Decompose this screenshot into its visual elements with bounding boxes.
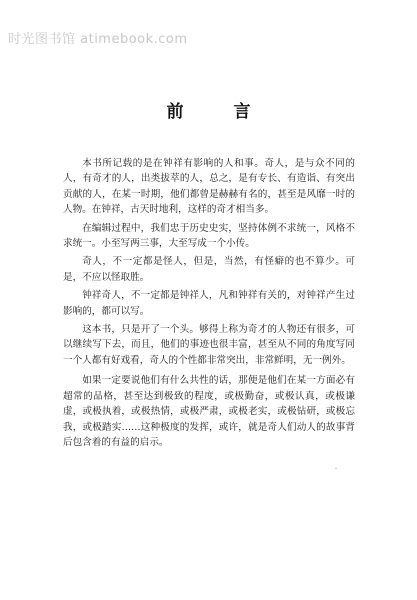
paragraph-6: 如果一定要说他们有什么共性的话，那便是他们在某一方面必有超常的品格，甚至达到极致的程度，或极勤奋，或极认真，或极谦虚，或极执着，或极热情，或极严肃，或极老实，或极钻研，或极忘我，或极踏实……这种极度的发挥，或许，就是奇人们动人的故事背后包含着的有益的启示。 — [63, 375, 355, 448]
paragraph-1: 本书所记载的是在钟祥有影响的人和事。奇人，是与众不同的人，有奇才的人，出类拔萃的人，总之，是有专长、有造诣、有突出贡献的人，在某一时期，他们都曾是赫赫有名的，甚至是风靡一时的人物。在钟祥，古天时地利，这样的奇才相当多。 — [63, 158, 355, 216]
page-title: 前 言 — [166, 102, 273, 122]
paragraph-5: 这本书，只是开了一个头。够得上称为奇才的人物还有很多，可以继续写下去，而且，他们的事迹也很丰富，甚至从不同的角度写同一个人都有好戏看，奇人的个性都非常突出，非常鲜明，无一例外。 — [63, 324, 355, 366]
paragraph-2: 在编辑过程中，我们忠于历史史实，坚持体例不求统一，风格不求统一。小至写两三事，大至写成一个小传。 — [63, 222, 355, 250]
paragraph-3: 奇人，不一定都是怪人，但是，当然，有怪癖的也不算少。可是，不应以怪取胜。 — [63, 256, 355, 283]
body-text — [63, 156, 355, 450]
scan-speck — [335, 468, 337, 469]
paragraph-4: 钟祥奇人，不一定都是钟祥人，凡和钟祥有关的，对钟祥产生过影响的，都可以写。 — [63, 290, 355, 317]
watermark: 时光图书馆 atimebook.com — [8, 32, 188, 47]
